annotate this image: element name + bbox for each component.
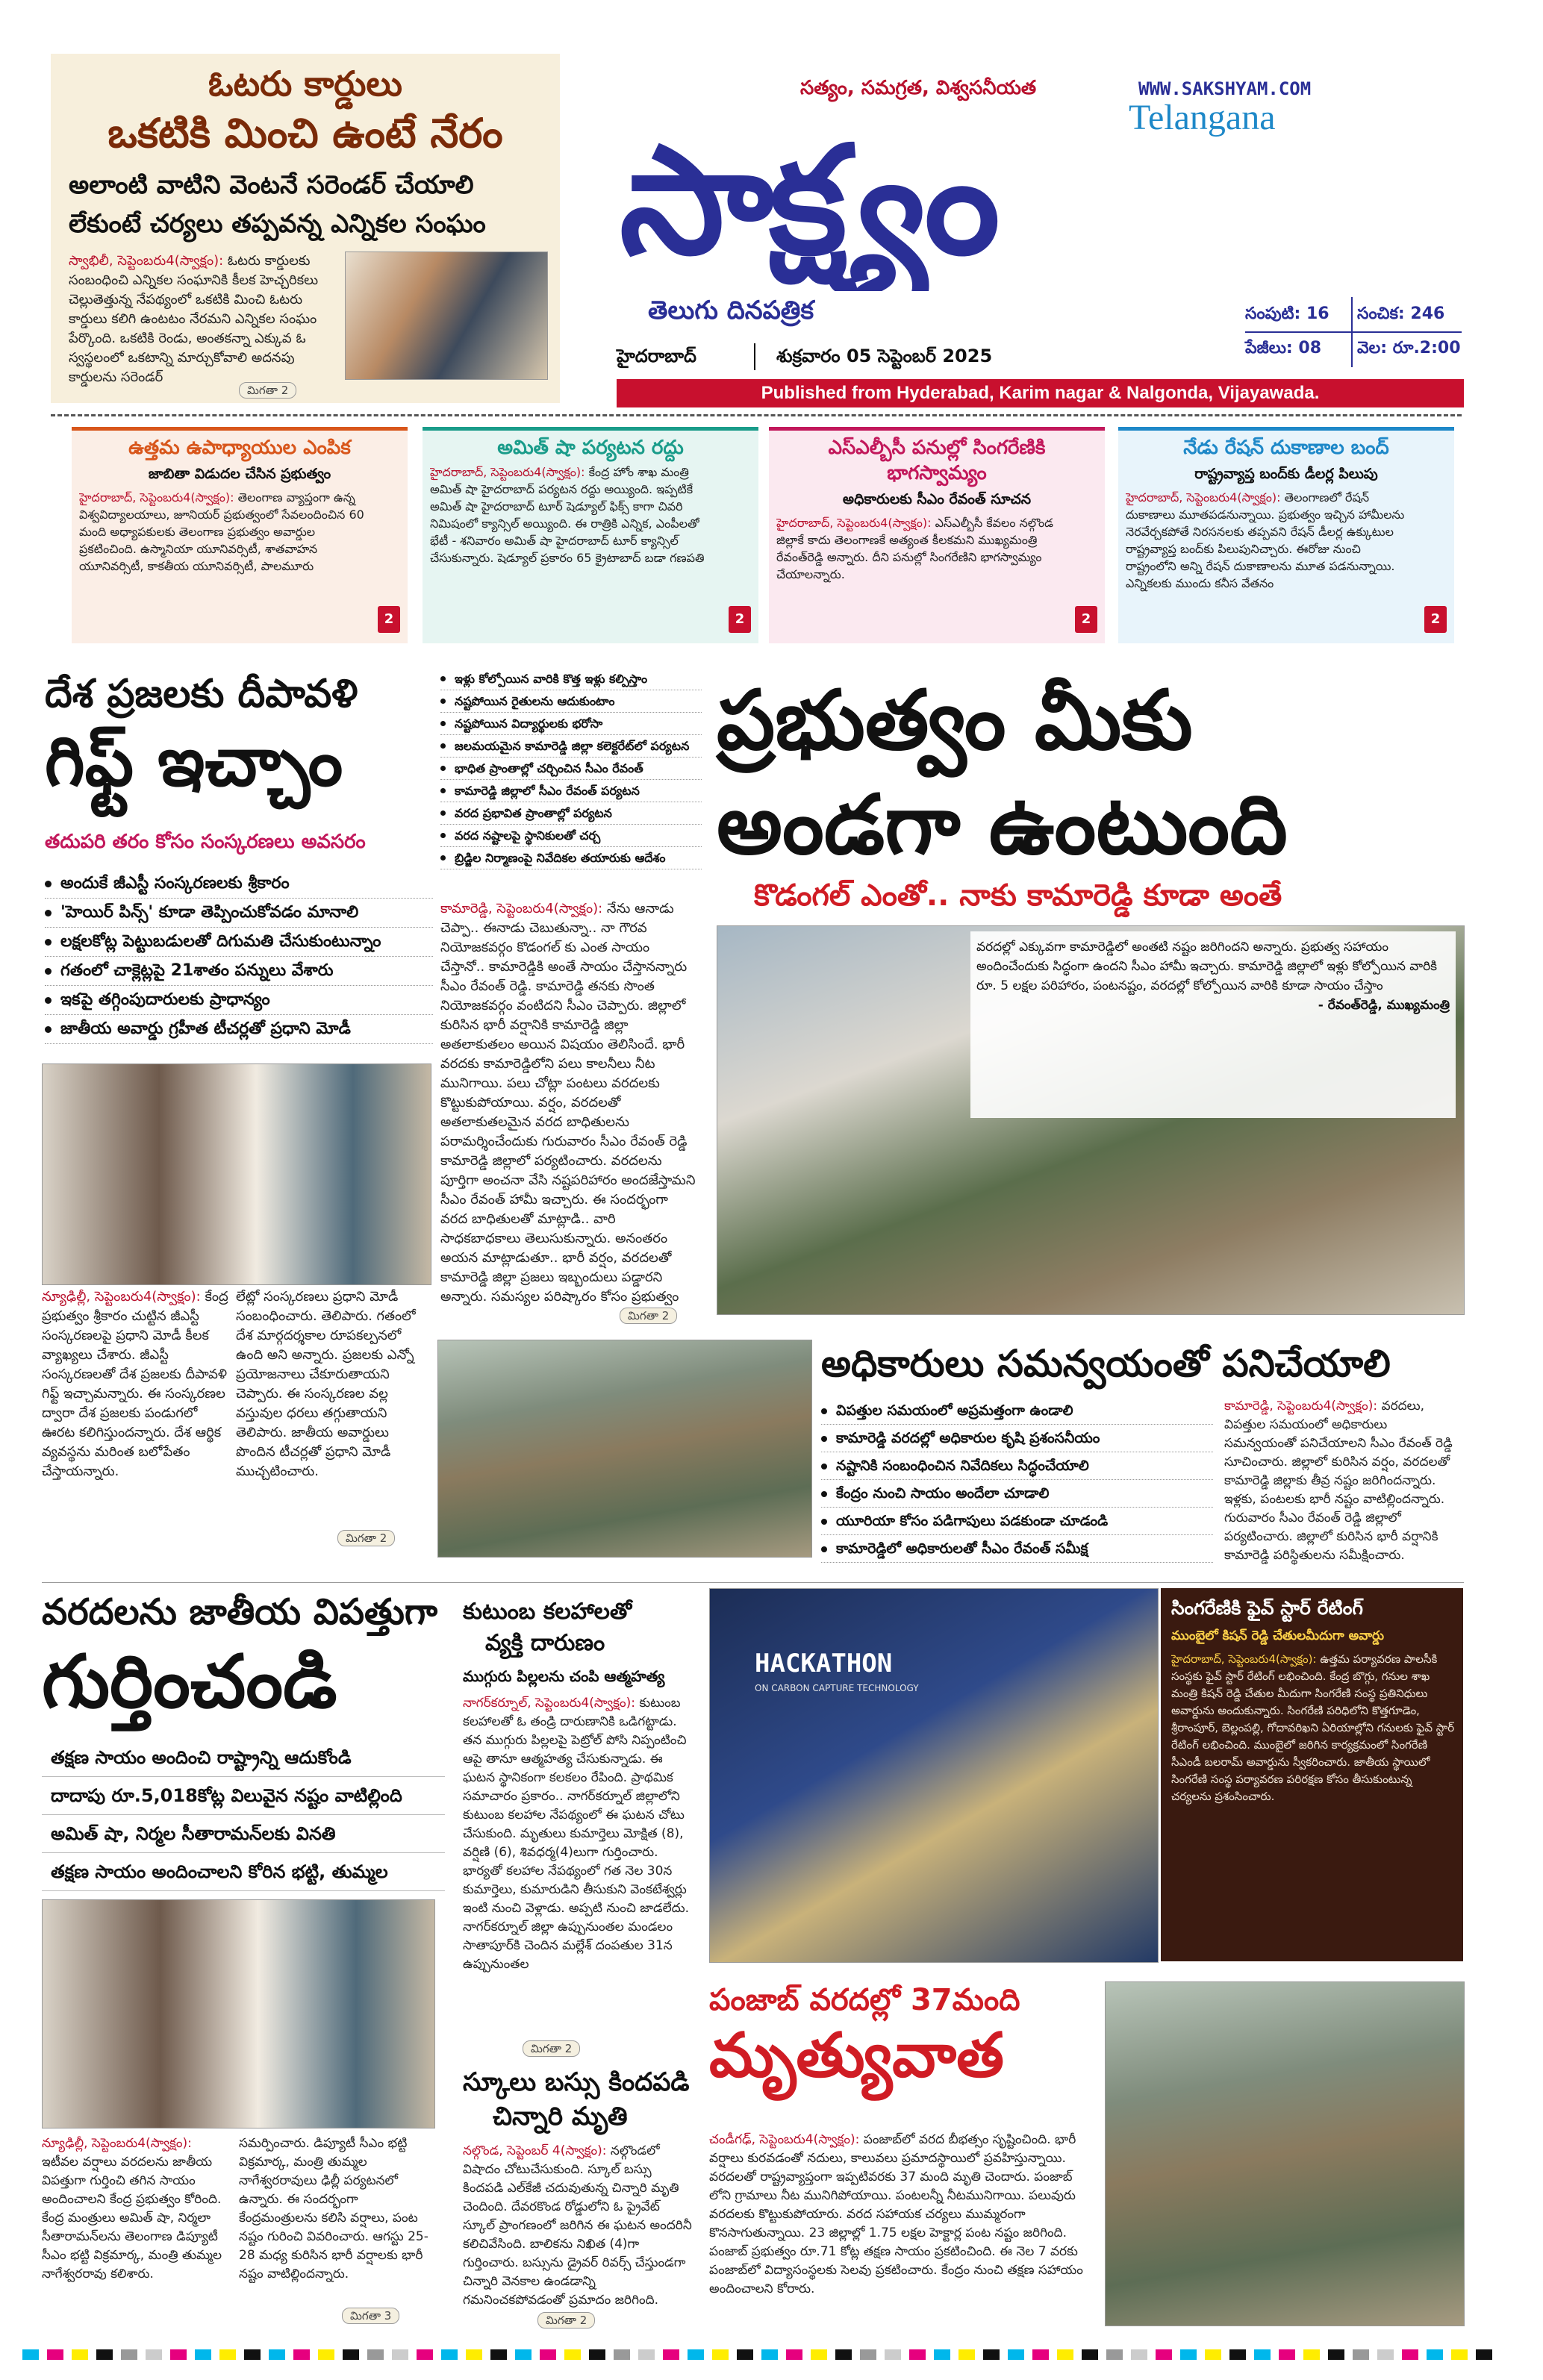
flood-point — [42, 1815, 445, 1853]
bullet-dot-icon — [45, 910, 52, 916]
flood-point-text: తక్షణ సాయం అందించి రాష్ట్రాన్ని ఆదుకోండి — [51, 1747, 352, 1768]
color-swatch — [589, 2349, 605, 2360]
color-swatch — [885, 2349, 901, 2360]
color-swatch — [515, 2349, 532, 2360]
flood-continued[interactable]: మిగతా 3 — [342, 2308, 399, 2324]
coord-bullet-text: విపత్తుల సమయంలో అప్రమత్తంగా ఉండాలి — [836, 1402, 1073, 1419]
modi-teachers-photo — [42, 1063, 431, 1285]
top-box-body — [79, 489, 367, 643]
top-box-body — [1126, 489, 1413, 643]
singareni-body — [1171, 1651, 1455, 1957]
top-box-title: ఎస్ఎల్బీసీ పనుల్లో సింగరేణికి భాగస్వామ్యం — [828, 437, 1046, 484]
bullet-item — [440, 802, 702, 825]
published-from: Published from Hyderabad, Karim nagar & Nalgonda, Vijayawada. — [761, 383, 1320, 403]
bullet-item — [440, 668, 702, 690]
color-swatch — [761, 2349, 778, 2360]
top-box-4 — [1118, 427, 1454, 643]
gift-bullet — [45, 899, 433, 928]
color-swatch — [860, 2349, 876, 2360]
flood-body-col2: సమర్పించారు. డిప్యూటీ సీఎం భట్టి విక్రమార్క, మంత్రి తుమ్మల నాగేశ్వరరావులు ఢిల్లీ పర్యటనలో ఉన్నారు. ఈ సందర్భంగా కేంద్రమంత్రులను కలిసి వర్షాలు, పంట నష్టం గురించి వివరించారు. ఆగస్టు 25-28 మధ్య కురిసిన భారీ వర్షాలకు భారీ నష్టం వాటిల్లిందన్నారు. — [239, 2136, 428, 2281]
color-swatch — [146, 2349, 162, 2360]
bullet-dot-icon — [440, 699, 446, 704]
volume-hline — [1245, 331, 1462, 333]
coord-dateline: కామారెడ్డి, సెప్టెంబరు4(స్వాక్షం): — [1224, 1399, 1378, 1414]
hackathon-text: HACKATHON — [755, 1649, 893, 1678]
bullet-dot-icon — [440, 788, 446, 793]
bullet-dot-icon — [440, 676, 446, 681]
color-swatch — [1180, 2349, 1197, 2360]
color-swatch — [835, 2349, 852, 2360]
gift-subhead: తదుపరి తరం కోసం సంస్కరణలు అవసరం — [45, 831, 366, 853]
gift-bullet — [45, 928, 433, 957]
bullet-dot-icon — [45, 968, 52, 975]
voter-continued[interactable]: మిగతా 2 — [239, 382, 296, 399]
singareni-box — [1161, 1588, 1463, 1961]
flood-headline-line1: వరదలను జాతీయ విపత్తుగా — [42, 1591, 438, 1633]
color-swatch — [1451, 2349, 1468, 2360]
bullet-item — [440, 780, 702, 802]
lead-dateline: కామారెడ్డి, సెప్టెంబరు4(స్వాక్షం): — [440, 901, 603, 916]
color-swatch — [663, 2349, 679, 2360]
color-swatch — [466, 2349, 482, 2360]
bullet-item-text: భాధిత ప్రాంతాల్లో చర్చించిన సీఎం రేవంత్ — [455, 761, 643, 775]
color-swatch — [392, 2349, 408, 2360]
flood-point-text: తక్షణ సాయం అందించాలని కోరిన భట్టి, తుమ్మల — [51, 1861, 388, 1882]
coord-bullet — [821, 1425, 1213, 1452]
gift-body-col1 — [42, 1287, 228, 1545]
gift-body-col1-text: కేంద్ర ప్రభుత్వం శ్రీకారం చుట్టిన జీఎస్టీ సంస్కరణలపై ప్రధాని మోడీ కీలక వ్యాఖ్యలు చేశారు. జీఎస్టీ సంస్కరణలతో దేశ ప్రజలకు దీపావళి గిఫ్ట్ ఇచ్చామన్నారు. ఈ సంస్కరణల ద్వారా దేశ ప్రజలకు పండుగలో ఊరట కలిగిస్తుందన్నారు. దేశ ఆర్థిక వ్యవస్థను మరింత బలోపేతం చేస్తాయన్నారు. — [42, 1289, 228, 1479]
published-bar — [617, 379, 1464, 407]
lead-quote-attr: - రేవంత్‌రెడ్డి, ముఖ్యమంత్రి — [1318, 998, 1450, 1013]
bullet-dot-icon — [821, 1519, 827, 1525]
gift-bullet-text: 'హెయిర్ పిన్స్' కూడా తెప్పించుకోవడం మానాలి — [60, 903, 359, 922]
gift-bullet-text: ఇకపై తగ్గింపుదారులకు ప్రాధాన్యం — [60, 990, 270, 1009]
top-box-title: నేడు రేషన్ దుకాణాల బంద్ — [1183, 437, 1389, 459]
masthead-motto: సత్యం, సమగ్రత, విశ్వసనీయత — [800, 77, 1037, 99]
coord-bullet — [821, 1480, 1213, 1508]
bullet-item — [440, 758, 702, 780]
top-box-body — [430, 463, 717, 643]
gift-headline-line1: దేశ ప్రజలకు దీపావళి — [45, 672, 358, 716]
color-swatch — [170, 2349, 187, 2360]
masthead-price: వెల: రూ.2:00 — [1357, 339, 1461, 357]
bullet-dot-icon — [821, 1546, 827, 1552]
family-headline-line1: కుటుంబ కలహాలతో — [463, 1599, 632, 1625]
color-swatch — [1427, 2349, 1443, 2360]
top-box-body-text: ఎస్ఎల్బీసీ కేవలం నల్గొండ జిల్లాకే కాదు తెలంగాణకే అత్యంత కీలకమని ముఖ్యమంత్రి రేవంత్‌రెడ్డి అన్నారు. దీని పనుల్లో సింగరేణిని భాగస్వామ్యం చేయాలన్నారు. — [776, 516, 1053, 581]
page-2-badge[interactable]: 2 — [378, 606, 400, 633]
color-swatch — [1229, 2349, 1246, 2360]
lead-quote-box — [970, 931, 1456, 1118]
flood-point — [42, 1739, 445, 1777]
flood-dateline: న్యూఢిల్లీ, సెప్టెంబరు4(స్వాక్షం): — [42, 2136, 192, 2151]
voter-dateline: స్వాభిలీ, సెప్టెంబరు4(స్వాక్షం): — [69, 253, 224, 269]
bullet-dot-icon — [45, 881, 52, 887]
masthead-volume-box — [1245, 297, 1462, 367]
gift-bullets — [45, 869, 433, 1044]
top-box-body-text: కేంద్ర హోం శాఖ మంత్రి అమిత్ షా హైదరాబాద్ పర్యటన రద్దు అయ్యింది. ఇప్పటికే అమిత్ షా హైదరాబాద్ టూర్ షెడ్యూల్ ఫిక్స్ కాగా చివరి నిమిషంలో క్యాన్సిల్ అయ్యింది. ఈ రాత్రికి ఎన్నిక, ఎంపీలతో భేటీ - శనివారం అమిత్ షా హైదరాబాద్ టూర్ క్యాన్సిల్ చేసుకున్నారు. షెడ్యూల్ ప్రకారం 65 క్రైటాబాద్ బడా గణపతి — [430, 465, 705, 565]
masthead-date: శుక్రవారం 05 సెప్టెంబర్ 2025 — [776, 346, 993, 366]
coord-bullet-text: నష్టానికి సంబంధించిన నివేదికలు సిద్ధంచేయాలి — [836, 1458, 1089, 1474]
punjab-body — [709, 2131, 1090, 2325]
coord-body-text: వరదలు, విపత్తుల సమయంలో అధికారులు సమన్వయంతో పనిచేయాలని సీఎం రేవంత్ రెడ్డి సూచించారు. జిల్లాలో కురిసిన వర్షం, వరదలతో కామారెడ్డి జిల్లాకు తీవ్ర నష్టం జరిగిందన్నారు. ఇళ్లకు, పంటలకు భారీ నష్టం వాటిల్లిందన్నారు. గురువారం సీఎం రేవంత్ రెడ్డి జిల్లాలో పర్యటించారు. జిల్లాలో కురిసిన భారీ వర్షానికి కామారెడ్డి పరిస్థితులను సమీక్షించారు. — [1224, 1399, 1453, 1563]
masthead-website[interactable]: WWW.SAKSHYAM.COM — [1138, 78, 1312, 99]
masthead-pages: పేజీలు: 08 — [1245, 339, 1322, 357]
bullet-dot-icon — [821, 1408, 827, 1414]
lead-continued[interactable]: మిగతా 2 — [620, 1308, 677, 1324]
color-swatch — [1254, 2349, 1271, 2360]
color-swatch — [367, 2349, 384, 2360]
bullet-item-text: నష్టపోయిన విద్యార్థులకు భరోసా — [455, 716, 603, 731]
masthead-rule — [51, 414, 1462, 416]
color-swatch — [96, 2349, 113, 2360]
coord-bullet — [821, 1452, 1213, 1480]
color-swatch — [1303, 2349, 1320, 2360]
color-swatch — [1156, 2349, 1172, 2360]
bullet-item — [440, 825, 702, 847]
coord-bullets — [821, 1397, 1213, 1563]
coord-headline: అధికారులు సమన్వయంతో పనిచేయాలి — [821, 1342, 1391, 1385]
color-swatch — [1279, 2349, 1295, 2360]
color-swatch — [688, 2349, 704, 2360]
color-swatch — [293, 2349, 310, 2360]
hackathon-sub: ON CARBON CAPTURE TECHNOLOGY — [755, 1683, 919, 1693]
school-body — [463, 2142, 694, 2314]
bullet-dot-icon — [45, 939, 52, 946]
color-swatch — [1106, 2349, 1123, 2360]
top-box-title: అమిత్ షా పర్యటన రద్దు — [497, 437, 684, 459]
color-swatch — [786, 2349, 802, 2360]
masthead-logo: సాక్ష్యం — [620, 114, 996, 288]
school-headline-line2: చిన్నారి మృతి — [493, 2102, 628, 2131]
bullet-dot-icon — [440, 833, 446, 838]
bullet-item-text: బ్రిడ్జిల నిర్మాణంపై నివేదికల తయారుకు ఆదేశం — [455, 851, 666, 865]
punjab-headline-line2: మృత్యువాత — [709, 2020, 1004, 2091]
hackathon-award-photo — [709, 1588, 1159, 1963]
voter-subhead: అలాంటి వాటిని వెంటనే సరెండర్ చేయాలి లేకుంటే చర్యలు తప్పవన్న ఎన్నికల సంఘం — [69, 170, 486, 239]
bullet-item-text: నష్టపోయిన రైతులను ఆదుకుంటాం — [455, 694, 615, 708]
color-swatch — [712, 2349, 729, 2360]
gift-bullet-text: గతంలో చాక్లెట్లపై 21శాతం పన్నులు వేశారు — [60, 961, 334, 980]
cm-meeting-photo — [437, 1340, 812, 1558]
color-swatch — [22, 2349, 39, 2360]
lead-headline-line1: ప్రభుత్వం మీకు — [717, 672, 1193, 768]
lead-subhead: కొడంగల్ ఎంతో.. నాకు కామారెడ్డి కూడా అంతే — [754, 878, 1282, 913]
page-2-badge[interactable]: 2 — [1075, 606, 1097, 633]
bullet-item — [440, 690, 702, 713]
coord-bullet-text: కామారెడ్డిలో అధికారులతో సీఎం రేవంత్ సమీక్ష — [836, 1540, 1088, 1557]
printer-color-bar — [0, 2343, 1543, 2366]
gift-body-col2: లేట్లో సంస్కరణలు ప్రధాని మోడీ సంబంధించారు. తెలిపారు. గతంలో దేశ మార్గదర్శకాల రూపకల్పనలో ఉంది అని అన్నారు. ప్రజలకు ఎన్నో ప్రయోజనాలు చేకూరుతాయని చెప్పారు. ఈ సంస్కరణల వల్ల వస్తువుల ధరలు తగ్గుతాయని తెలిపారు. జాతీయ అవార్డులు పొందిన టీచర్లతో ప్రధాని మోడీ ముచ్చటించారు. — [236, 1289, 416, 1479]
flood-body-col1 — [42, 2134, 232, 2329]
punjab-headline-line1: పంజాబ్ వరదల్లో 37మంది — [709, 1983, 1020, 2017]
top-box-body — [776, 514, 1064, 643]
color-swatch — [737, 2349, 753, 2360]
bullet-dot-icon — [440, 855, 446, 861]
top-box-2 — [423, 427, 758, 643]
color-swatch — [983, 2349, 1000, 2360]
gift-dateline: న్యూఢిల్లీ, సెప్టెంబరు4(స్వాక్షం): — [42, 1289, 201, 1305]
gift-bullet — [45, 957, 433, 986]
top-box-dateline: హైదరాబాద్, సెప్టెంబరు4(స్వాక్షం): — [1126, 490, 1281, 505]
flood-headline-line2: గుర్తించండి — [42, 1640, 337, 1725]
punjab-body-text: పంజాబ్‌లో వరద బీభత్సం సృష్టించింది. భారీ వర్షాలు కురవడంతో నదులు, కాలువలు ప్రమాదస్థాయిలో ప్రవహిస్తున్నాయి. వరదలతో రాష్ట్రవ్యాప్తంగా ఇప్పటివరకు 37 మంది మృతి చెందారు. పంజాబ్ లోని గ్రామాలు నీట మునిగిపోయాయి. పంటలన్నీ నీటమునిగాయి. పలువురు వరదలకు కొట్టుకుపోయారు. వరద సహాయక చర్యలు ముమ్మరంగా కొనసాగుతున్నాయి. 23 జిల్లాల్లో 1.75 లక్షల హెక్టార్ల పంట నష్టం జరిగింది. పంజాబ్ ప్రభుత్వం రూ.71 కోట్ల తక్షణ సాయం ప్రకటించింది. ఈ నెల 7 వరకు పంజాబ్‌లో విద్యాసంస్థలకు సెలవు ప్రకటించారు. కేంద్రం నుంచి తక్షణ సహాయం అందించాలని కోరారు. — [709, 2132, 1083, 2296]
color-swatch — [195, 2349, 211, 2360]
lead-headline-line2: అండగా ఉంటుంది — [717, 777, 1288, 872]
gift-bullet-text: జాతీయ అవార్డు గ్రహీత టీచర్లతో ప్రధాని మోడీ — [60, 1019, 351, 1038]
color-swatch — [121, 2349, 137, 2360]
bullet-item-text: జలమయమైన కామారెడ్డి జిల్లా కలెక్టరేట్‌లో పర్యటన — [455, 739, 690, 753]
mid-rule — [42, 1582, 1464, 1583]
minister-meeting-photo — [42, 1899, 435, 2128]
bullet-dot-icon — [821, 1436, 827, 1442]
punjab-dateline: చండీగఢ్, సెప్టెంబరు4(స్వాక్షం): — [709, 2132, 860, 2147]
flood-point — [42, 1853, 445, 1891]
bullet-dot-icon — [821, 1491, 827, 1497]
coord-bullet-text: యూరియా కోసం పడిగాపులు పడకుండా చూడండి — [836, 1513, 1109, 1529]
gift-bullet — [45, 869, 433, 899]
color-swatch — [244, 2349, 261, 2360]
voter-story — [51, 54, 560, 403]
singareni-headline: సింగరేణికి ఫైవ్ స్టార్ రేటింగ్ — [1171, 1597, 1363, 1619]
color-swatch — [614, 2349, 630, 2360]
page-2-badge[interactable]: 2 — [729, 606, 751, 633]
family-body — [463, 1694, 694, 2037]
voter-body-text: ఓటరు కార్డులకు సంబంధించి ఎన్నికల సంఘానికి కీలక హెచ్చరికలు చెల్లుతెత్తున్న నేపథ్యంలో ఒకటికి మించి ఓటరు కార్డులు కలిగి ఉంటటం నేరమని ఎన్నికల సంఘం పేర్కొంది. ఒకటికి రెండు, అంతకన్నా ఎక్కువ ఓ స్వస్థలంలో ఒకటాన్ని మార్చుకోవాలి అదనపు కార్డులను సరెండర్ — [69, 253, 319, 385]
bullet-dot-icon — [440, 743, 446, 749]
top-box-subtitle: రాష్ట్రవ్యాప్త బంద్‌కు డీలర్ల పిలుపు — [1194, 466, 1378, 482]
flood-point-text: దాదాపు రూ.5,018కోట్ల విలువైన నష్టం వాటిల్లింది — [51, 1785, 402, 1806]
color-swatch — [1476, 2349, 1492, 2360]
color-swatch — [811, 2349, 827, 2360]
color-swatch — [1402, 2349, 1418, 2360]
page-2-badge[interactable]: 2 — [1424, 606, 1447, 633]
color-swatch — [934, 2349, 950, 2360]
family-continued[interactable]: మిగతా 2 — [523, 2040, 580, 2057]
color-swatch — [441, 2349, 458, 2360]
school-headline-line1: స్కూలు బస్సు కిందపడి — [463, 2067, 690, 2097]
color-swatch — [1353, 2349, 1369, 2360]
lead-body — [440, 899, 698, 1306]
family-headline-line2: వ్యక్తి దారుణం — [485, 1630, 605, 1656]
flood-body-col1-text: ఇటీవల వర్షాలు వరదలను జాతీయ విపత్తుగా గుర్తించి తగిన సాయం అందించాలని కేంద్ర ప్రభుత్వం కోరింది. కేంద్ర మంత్రులు అమిత్ షా, నిర్మలా సీతారామన్‌లను తెలంగాణ డిప్యూటీ సీఎం భట్టి విక్రమార్క, మంత్రి తుమ్మల నాగేశ్వరరావు కలిశారు. — [42, 2155, 222, 2281]
voter-id-photo — [345, 252, 548, 380]
gift-bullet-text: అందుకే జీఎస్టీ సంస్కరణలకు శ్రీకారం — [60, 874, 290, 893]
color-swatch — [1082, 2349, 1098, 2360]
voter-title-line1: ఓటరు కార్డులు — [208, 63, 402, 104]
top-box-subtitle: జాబితా విడుదల చేసిన ప్రభుత్వం — [148, 466, 331, 482]
color-swatch — [564, 2349, 581, 2360]
family-body-text: కుటుంబ కలహాలతో ఓ తండ్రి దారుణానికి ఒడిగట్టాడు. తన ముగ్గురు పిల్లలపై పెట్రోల్ పోసి నిప్పంటించి ఆపై తానూ ఆత్మహత్య చేసుకున్నాడు. ఈ ఘటన స్థానికంగా కలకలం రేపింది. ప్రాథమిక సమాచారం ప్రకారం.. నాగర్‌కర్నూల్ జిల్లాలోని కుటుంబ కలహాల నేపథ్యంలో ఈ ఘటన చోటు చేసుకుంది. మృతులు కుమార్తెలు మోక్షిత (8), వర్షిణి (6), శివధర్మ(4)లుగా గుర్తించారు. భార్యతో కలహాల నేపథ్యంలో గత నెల 30న కుమార్తెలు, కుమారుడిని తీసుకుని వెంకటేశ్వర్లు ఇంటి నుంచి వెళ్లాడు. అప్పటి నుంచి జాడలేదు. నాగర్‌కర్నూల్ జిల్లా ఉప్పునుంతల మండలం సాతాపూర్‌కి చెందిన మల్లేశ్ దంపతుల 31న ఉప్పునుంతల — [463, 1696, 689, 1972]
flood-point — [42, 1777, 445, 1815]
singareni-body-text: ఉత్తమ పర్యావరణ పాలసీకి సంస్థకు ఫైవ్ స్టార్ రేటింగ్ లభించింది. కేంద్ర బొగ్గు, గనుల శాఖ మంత్రి కిషన్ రెడ్డి చేతుల మీదుగా సింగరేణి సంస్థ ప్రతినిధులు అవార్డును అందుకున్నారు. సింగరేణి పరిధిలోని కొత్తగూడెం, శ్రీరాంపూర్, బెల్లంపల్లి, గోదావరిఖని ఏరియాల్లోని గనులకు ఫైవ్ స్టార్ రేటింగ్ లభించింది. ముంబైలో జరిగిన కార్యక్రమంలో సింగరేణి సీఎండీ బలరామ్ అవార్డును స్వీకరించారు. జాతీయ స్థాయిలో సింగరేణి సంస్థ పర్యావరణ పరిరక్షణ కోసం తీసుకుంటున్న చర్యలను ప్రశంసించారు. — [1171, 1652, 1455, 1803]
bullet-item-text: వరద నష్టాలపై స్థానికులతో చర్చ — [455, 828, 601, 843]
voter-body — [69, 252, 337, 387]
bullet-item — [440, 713, 702, 735]
bullet-item-text: ఇళ్లు కోల్పోయిన వారికి కొత్త ఇళ్లు కల్పిస్తాం — [455, 672, 648, 686]
punjab-flood-photo — [1105, 1981, 1465, 2326]
top-box-dateline: హైదరాబాద్, సెప్టెంబరు4(స్వాక్షం): — [430, 465, 585, 479]
gift-bullet — [45, 986, 433, 1015]
flood-point-text: అమిత్ షా, నిర్మల సీతారామన్‌లకు వినతి — [51, 1823, 336, 1844]
masthead-city: హైదరాబాద్ — [617, 346, 696, 366]
bullet-dot-icon — [440, 810, 446, 816]
lead-quote: వరదల్లో ఎక్కువగా కామారెడ్డిలో అంతటి నష్టం జరిగిందని అన్నారు. ప్రభుత్వ సహాయం అందించేందుకు సిద్ధంగా ఉందని సీఎం హామీ ఇచ్చారు. కామారెడ్డి జిల్లాలో ఇళ్లు కోల్పోయిన వారికి రూ. 5 లక్షల పరిహారం, పంటనష్టం, వరదల్లో కోల్పోయిన వారికి కూడా సాయం చేస్తాం — [976, 940, 1438, 993]
gift-bullet — [45, 1015, 433, 1044]
singareni-subhead: ముంబైలో కిషన్ రెడ్డి చేతులమీదుగా అవార్డు — [1171, 1628, 1384, 1643]
top-box-body-text: తెలంగాణలో రేషన్ దుకాణాలు మూతపడనున్నాయి. ప్రభుత్వం ఇచ్చిన హామీలను నెరవేర్చకపోతే నిరసనలకు తప్పవని రేషన్ డీలర్ల ఉక్కుటుల రాష్ట్రవ్యాప్త బంద్‌కు పిలుపునిచ్చారు. ఈరోజు నుంచి రాష్ట్రంలోని అన్ని రేషన్ దుకాణాలను మూత పడనున్నాయి. ఎన్నికలకు ముందు కనీస వేతనం — [1126, 490, 1405, 590]
gift-bullet-text: లక్షలకోట్ల పెట్టుబడులతో దిగుమతి చేసుకుంటున్నాం — [60, 932, 381, 951]
color-swatch — [1131, 2349, 1147, 2360]
color-swatch — [1328, 2349, 1344, 2360]
voter-title-line2: ఒకటికి మించి ఉంటే నేరం — [107, 110, 503, 157]
color-swatch — [343, 2349, 359, 2360]
coord-bullet — [821, 1397, 1213, 1425]
top-box-3 — [769, 427, 1105, 643]
coord-bullet — [821, 1508, 1213, 1535]
bullet-dot-icon — [440, 766, 446, 771]
color-swatch — [1377, 2349, 1394, 2360]
family-dateline: నాగర్‌కర్నూల్, సెప్టెంబరు4(స్వాక్షం): — [463, 1696, 636, 1711]
gift-headline-line2: గిఫ్ట్ ఇచ్చాం — [45, 722, 343, 802]
bullet-item-text: వరద ప్రభావిత ప్రాంతాల్లో పర్యటన — [455, 806, 612, 820]
color-swatch — [219, 2349, 236, 2360]
bullet-dot-icon — [440, 721, 446, 726]
color-swatch — [1057, 2349, 1073, 2360]
masthead-subtitle: తెలుగు దినపత్రిక — [648, 296, 814, 325]
gift-continued[interactable]: మిగతా 2 — [337, 1530, 395, 1546]
flood-points — [42, 1739, 445, 1891]
masthead-issue: సంచిక: 246 — [1357, 304, 1445, 323]
masthead-edition: Telangana — [1129, 98, 1276, 137]
color-swatch — [909, 2349, 926, 2360]
color-swatch — [1205, 2349, 1221, 2360]
color-swatch — [72, 2349, 88, 2360]
coord-bullet-text: కామారెడ్డి వరదల్లో అధికారుల కృషి ప్రశంసనీయం — [836, 1430, 1100, 1446]
coord-bullet — [821, 1535, 1213, 1563]
top-box-dateline: హైదరాబాద్, సెప్టెంబరు4(స్వాక్షం): — [79, 490, 234, 505]
color-swatch — [490, 2349, 507, 2360]
top-box-subtitle: అధికారులకు సీఎం రేవంత్ సూచన — [842, 491, 1032, 507]
bullet-item-text: కామారెడ్డి జిల్లాలో సీఎం రేవంత్ పర్యటన — [455, 784, 640, 798]
lead-body-text: నేను ఆనాడు చెప్పా.. ఈనాడు చెబుతున్నా.. నా గౌరవ నియోజకవర్గం కొడంగల్ కు ఎంత సాయం చేస్తానో.. కామారెడ్డికి అంతే సాయం చేస్తానన్నారు సీఎం రేవంత్ రెడ్డి. కామారెడ్డి తనకు సొంత నియోజకవర్గం వంటిదని సీఎం చెప్పారు. జిల్లాలో కురిసిన భారీ వర్షానికి కామారెడ్డి జిల్లా అతలాకుతలం అయిన విషయం తెలిసిందే. భారీ వరదకు కామారెడ్డిలోని పలు కాలనీలు నీట మునిగాయి. పలు చోట్లా పంటలు వరదలకు కొట్టుకుపోయాయి. వర్షం, వరదలతో అతలాకుతలమైన వరద బాధితులను పరామర్శించేందుకు గురువారం సీఎం రేవంత్ రెడ్డి కామారెడ్డి జిల్లాలో పర్యటించారు. వరదలను పూర్తిగా అంచనా వేసి నష్టపరిహారం అందజేస్తామని సీఎం రేవంత్ హామీ ఇచ్చారు. ఈ సందర్భంగా వరద బాధితులతో మాట్లాడి.. వారి సాధకబాధకాలు తెలుసుకున్నారు. అనంతరం అయన మాట్లాడుతూ.. భారీ వర్షం, వరదలతో కామారెడ్డి జిల్లా ప్రజలు ఇబ్బందులు పడ్డారని అన్నారు. సమస్యల పరిష్కారం కోసం ప్రభుత్వం — [440, 901, 696, 1305]
color-swatch — [318, 2349, 334, 2360]
school-dateline: నల్గొండ, సెప్టెంబర్ 4(స్వాక్షం): — [463, 2143, 607, 2158]
school-continued[interactable]: మిగతా 2 — [537, 2312, 595, 2329]
color-swatch — [540, 2349, 556, 2360]
color-swatch — [638, 2349, 655, 2360]
color-swatch — [1032, 2349, 1049, 2360]
top-box-body-text: తెలంగాణ వ్యాప్తంగా ఉన్న విశ్వవిద్యాలయాలు, జూనియర్ ప్రభుత్వంలో సేవలందించిన 60 మంది అధ్యాపకులకు తెలంగాణ ప్రభుత్వం అవార్డుల ప్రకటించింది. ఉస్మానియా యూనివర్సిటీ, శాతవాహన యూనివర్సిటీ, కాకతీయ యూనివర్సిటీ, పాలమూరు — [79, 490, 364, 573]
bullet-dot-icon — [45, 1026, 52, 1033]
color-swatch — [958, 2349, 975, 2360]
masthead-date-divider — [754, 343, 755, 370]
singareni-dateline: హైదరాబాద్, సెప్టెంబరు4(స్వాక్షం): — [1171, 1652, 1317, 1666]
bullet-dot-icon — [821, 1464, 827, 1469]
top-box-title: ఉత్తమ ఉపాధ్యాయుల ఎంపిక — [128, 437, 351, 459]
top-box-dateline: హైదరాబాద్, సెప్టెంబరు4(స్వాక్షం): — [776, 516, 932, 530]
masthead-volume: సంపుటి: 16 — [1245, 304, 1330, 323]
coord-bullet-text: కేంద్రం నుంచి సాయం అందేలా చూడాలి — [836, 1485, 1050, 1502]
bullet-dot-icon — [45, 997, 52, 1004]
coord-body — [1224, 1397, 1463, 1569]
revanth-bullets — [440, 668, 702, 869]
bullet-item — [440, 735, 702, 758]
family-subhead: ముగ్గురు పిల్లలను చంపి ఆత్మహత్య — [463, 1667, 665, 1685]
color-swatch — [47, 2349, 63, 2360]
color-swatch — [417, 2349, 433, 2360]
color-swatch — [269, 2349, 285, 2360]
top-box-1 — [72, 427, 408, 643]
color-swatch — [1008, 2349, 1024, 2360]
school-body-text: నల్గొండలో విషాదం చోటుచేసుకుంది. స్కూల్ బస్సు కిందపడి ఎల్‌కేజీ చదువుతున్న చిన్నారి మృతి చెందింది. దేవరకొండ రోడ్డులోని ఓ ప్రైవేట్ స్కూల్ ప్రాంగణంలో జరిగిన ఈ ఘటన అందరినీ కలిచివేసింది. బాలికను నిఖిత (4)గా గుర్తించారు. బస్సును డ్రైవర్ రివర్స్ చేస్తుండగా చిన్నారి వెనకాల ఉండడాన్ని గమనించకపోవడంతో ప్రమాదం జరిగింది. — [463, 2143, 692, 2308]
bullet-item — [440, 847, 702, 869]
